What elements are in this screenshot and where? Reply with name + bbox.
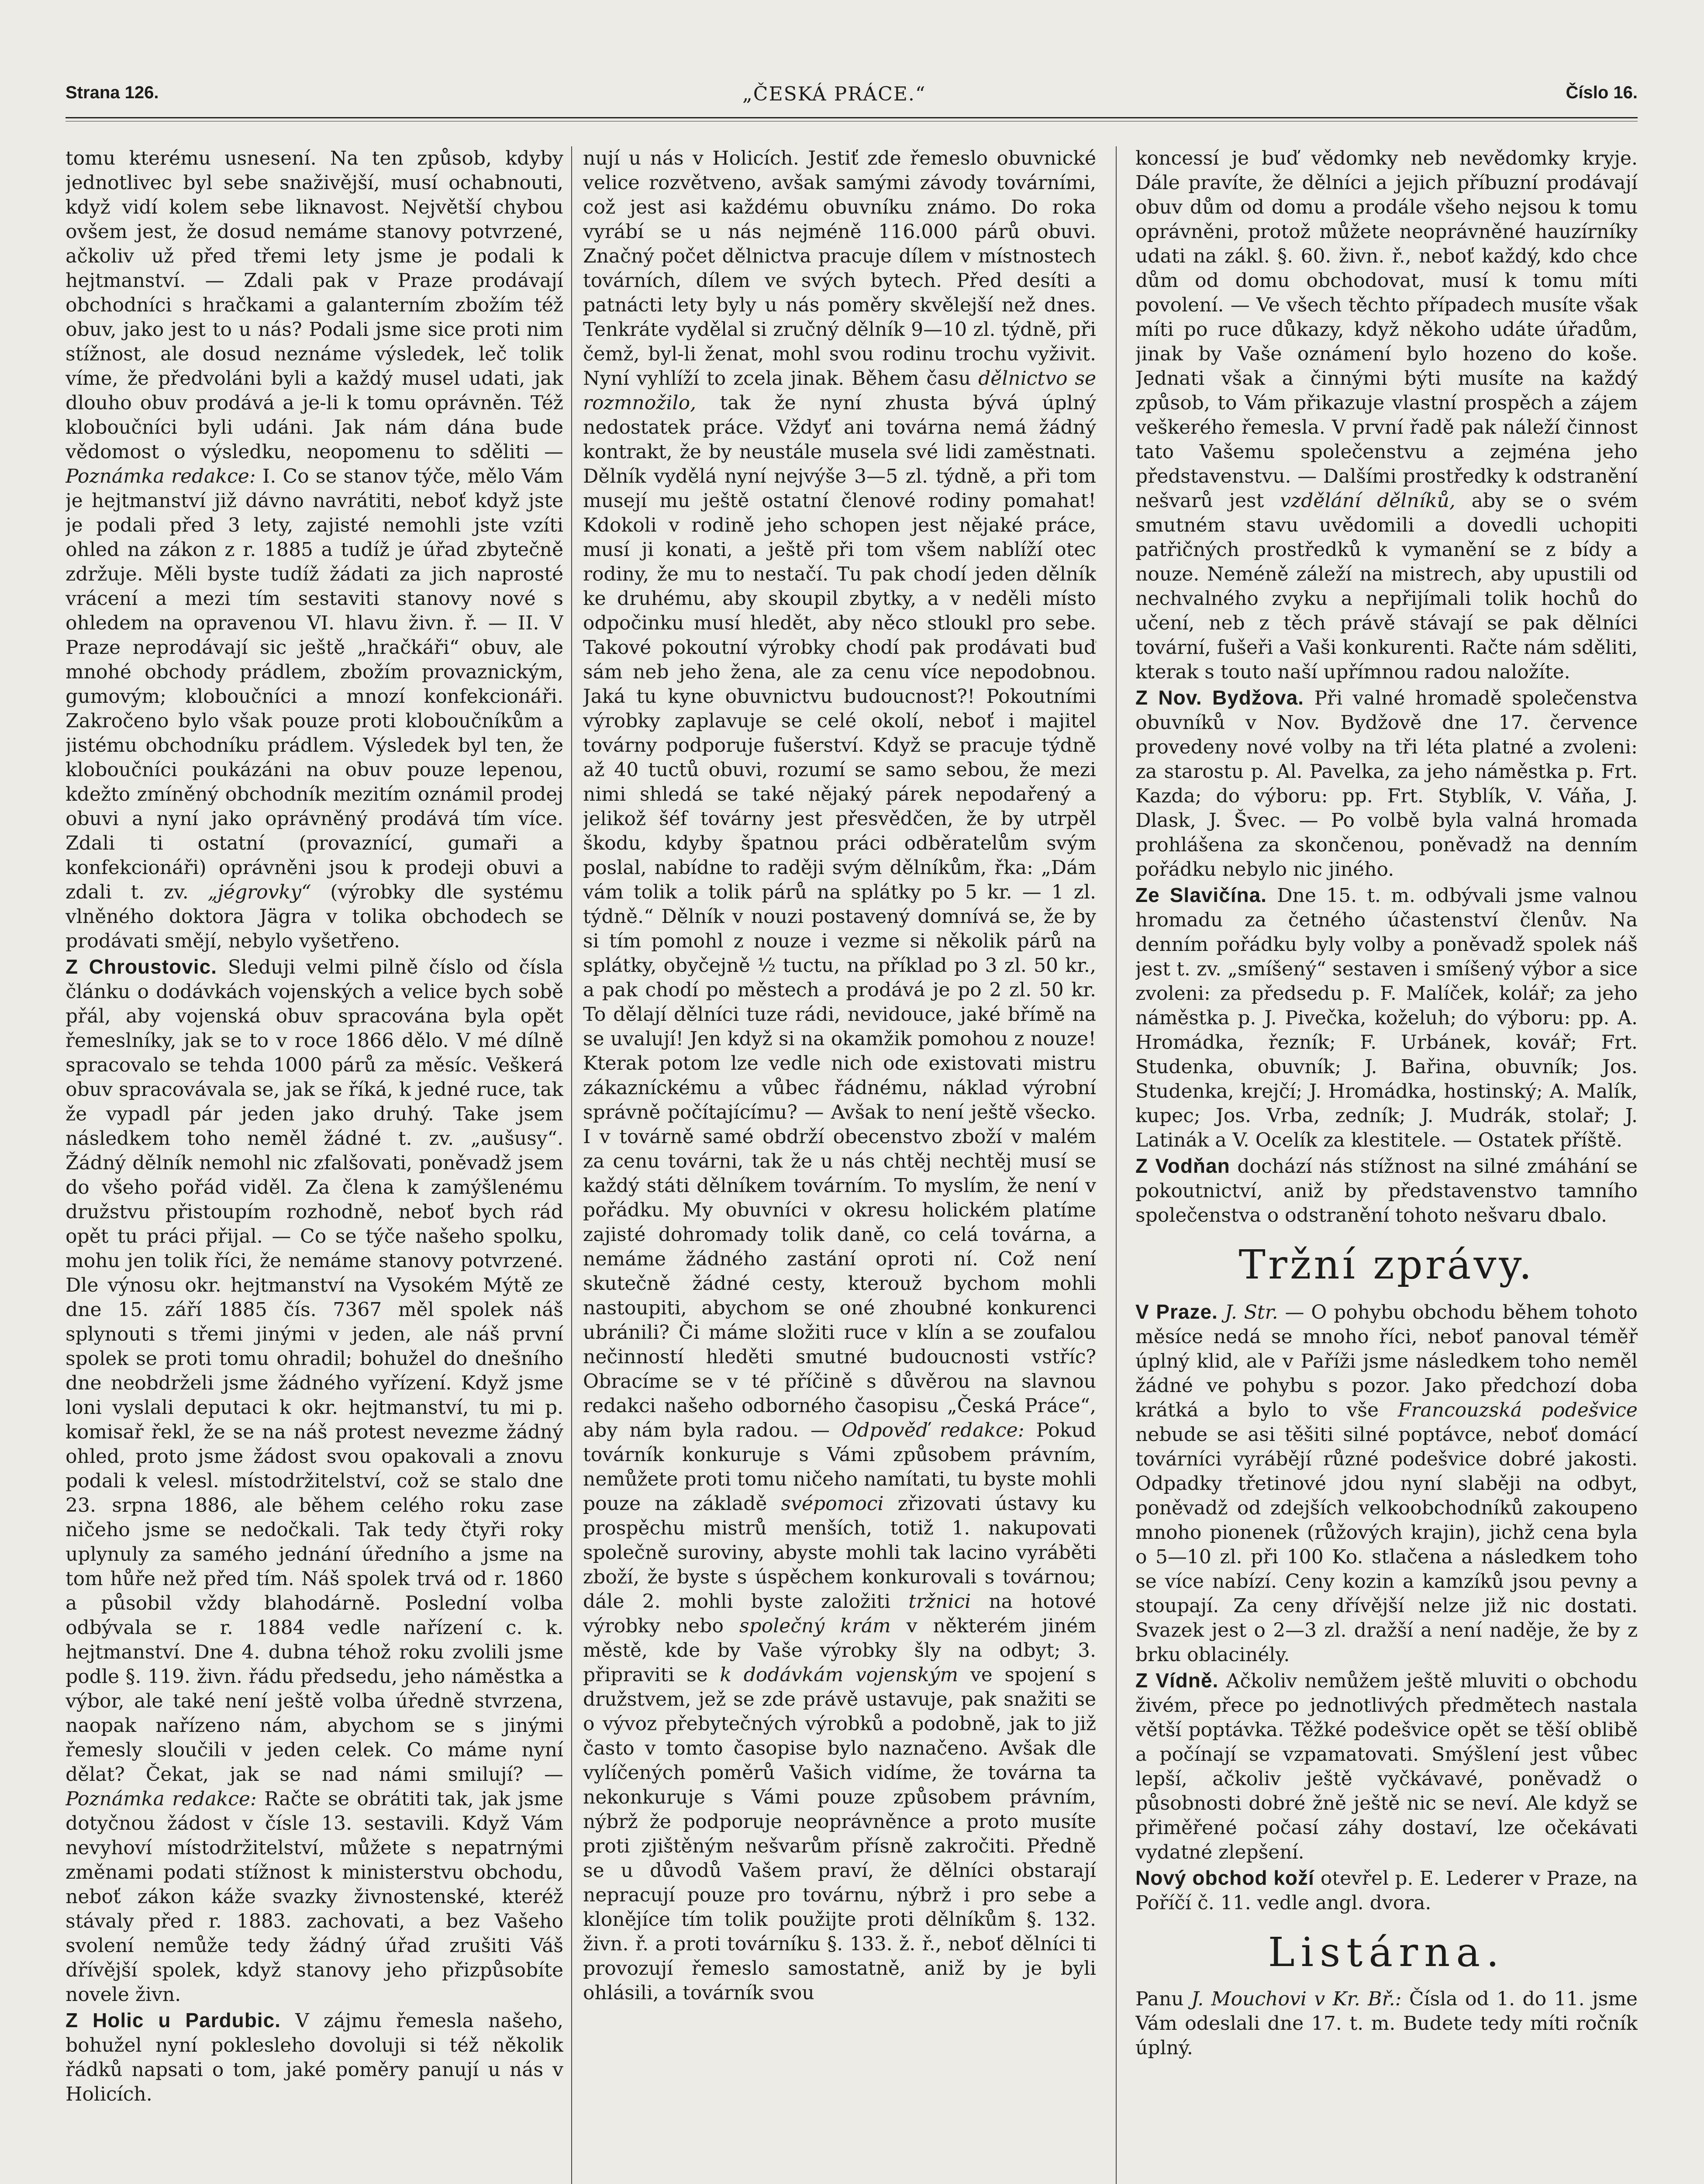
article-paragraph: nují u nás v Holicích. Jestiť zde řemeslo obuvnické velice rozvětveno, avšak samými závody továrními, což jest asi každému obuvníku známo. Do roka vyrábí se u nás nejméně 116.000 párů obuvi. Značný počet dělnictva pracuje dílem v místnostech továrních, dílem ve svých bytech. Před desíti a patnácti lety byly u nás poměry skvělejší než dnes. Tenkráte vydělal si zručný dělník 9—10 zl. týdně, při čemž, byl-li ženat, mohl svou rodinu trochu vyživit. Nyní vyhlíží to zcela jinak. Během času dělnictvo se rozmnožilo, tak že nyní zhusta bývá úplný nedostatek práce. Vždyť ani továrna nemá žádný kontrakt, že by neustále musela své lidi zaměstnati. Dělník vydělá nyní nejvýše 3—5 zl. týdně, a při tom musejí mu ještě ostatní členové rodiny pomahat! Kdokoli v rodině jeho schopen jest nějaké práce, musí ji konati, a ještě při tom všem nablíží otec rodiny, že mu to nestačí. Tu pak chodí jeden dělník ke druhému, aby skoupil zbytky, a v neděli místo odpočinku musí hledět, aby něco stloukl pro sebe. Takové pokoutní výrobky chodí pak prodávati buď sám neb jeho žena, ale za cenu více nepodobnou. Jaká tu kyne obuvnictvu budoucnost?! Pokoutními výrobky zaplavuje se celé okolí, neboť i majitel továrny podporuje fušerství. Když se pracuje týdně až 40 tuctů obuvi, rozumí se samo sebou, že mezi nimi shledá se také nějaký párek nepodařený a jelikož šéf továrny jest přesvědčen, že by utrpěl škodu, kdyby špatnou práci odběratelům svým poslal, nabídne to raději svým dělníkům, řka: „Dám vám tolik a tolik párů na splátky po 5 kr. — 1 zl. týdně.“ Dělník v nouzi postavený domnívá se, že by si tím pomohl z nouze i vezme si několik párů na splátky, obyčejně ½ tuctu, na příklad po 3 zl. 50 kr., a pak chodí po městech a prodává je po 2 zl. 50 kr. To dělají dělníci tuze rádi, nevidouce, jaké břímě na se uvalují! Jen když si na okamžik pomohou z nouze! Kterak potom lze vedle nich ode existovati mistru zákazníckému a vůbec řádnému, náklad výrobní správně počítajícímu? — Avšak to není ještě všecko. I v továrně samé obdrží obecenstvo zboží v malém za cenu továrni, tak že u nás chtěj nechtěj musí se každý státi dělníkem továrním. To myslím, že není v pořádku. My obuvníci v okresu holickém platíme zajisté dohromady tolik daně, co celá továrna, a nemáme žádného zastání oproti ní. Což není skutečně žádné cesty, kterouž bychom mohli nastoupiti, abychom se oné zhoubné konkurenci ubránili? Či máme složiti ruce v klín a se zoufalou nečinností hleděti smutné budoucnosti vstříc? Obracíme se v té příčině s důvěrou na slavnou redakci našeho odborného časopisu „Česká Práce“, aby nám byla radou. — Odpověď redakce: Pokud továrník konkuruje s Vámi způsobem právním, nemůžete proti tomu ničeho namítati, tu byste mohli pouze na základě svépomoci zřizovati ústavy ku prospěchu mistrů menších, totiž 1. nakupovati společně suroviny, abyste mohli tak lacino vyráběti zboží, že byste s úspěchem konkurovali s továrnou; dále 2. mohli byste založiti tržnici na hotové výrobky nebo společný krám v některém jiném městě, kde by Vaše výrobky šly na odbyt; 3. připraviti se k dodávkám vojenským ve spojení s družstvem, jež se zde právě ustavuje, pak snažiti se o vývoz přebytečných výrobků a podobně, jak to již často v tomto časopise bylo naznačeno. Avšak dle vylíčených poměrů Vašich vidíme, že továrna ta nekonkuruje s Vámi pouze způsobem právním, nýbrž že podporuje neoprávněnce a proto musíte proti zjištěným nešvarům přísně zakročiti. Předně se u důvodů Vašem praví, že dělníci obstarají nepracují pouze pro továrnu, nýbrž i pro sebe a klonějíce tím tolik použijte proti dělníkům §. 132. živn. ř. a proti továrníku §. 133. ž. ř., neboť dělníci ti provozují řemeslo samostatně, aniž by je byli ohlásili, a továrník svou — [583, 147, 1096, 2004]
article-heading: V Praze. — [1135, 1300, 1218, 1323]
header-rule — [66, 117, 1638, 118]
section-title-market: Tržní zprávy. — [1238, 1241, 1535, 1288]
editor-note-label: Poznámka redakce: — [66, 465, 256, 487]
article-paragraph: V Praze. J. Str. — O pohybu obchodu během tohoto měsíce nedá se mnoho říci, neboť panoval téměř úplný klid, ale v Paříži jsme následkem toho neměl žádné ve pohybu s pozor. Jako předchozí doba krátká a bylo to vše Francouzská podešvice nebude se asi těšiti silné poptávce, neboť domácí továrníci vyrábějí různé podešvice dobré jakosti. Odpadky třetinové jdou nyní slaběji na odbyt, poněvadž od zdejších velkoobchodníků zakoupeno mnoho pionenek (růžových krajin), jichž cena byla o 5—10 zl. při 100 Ko. stlačena a následkem toho se více nabízí. Ceny kozin a kamzíků jsou pevny a stoupají. Za ceny dřívější nelze již nic dostati. Svazek jest o 2—3 zl. dražší a není naděje, že by z brku oblacinély. — [1135, 1300, 1638, 1666]
article-paragraph: Z Nov. Bydžova. Při valné hromadě společenstva obuvníků v Nov. Bydžově dne 17. července provedeny nové volby na tři léta platné a zvoleni: za starostu p. Al. Pavelka, za jeho náměstka p. Frt. Kazda; do výboru: pp. Frt. Styblík, V. Váňa, J. Dlask, J. Švec. — Po volbě byla valná hromada prohlášena za skončenou, poněvadž na denním pořádku nebylo nic jiného. — [1135, 686, 1638, 881]
article-paragraph: Z Vodňan dochází nás stížnost na silné zmáhání se pokoutnictví, aniž by představenstvo tamního společenstva o odstranění tohoto nešvaru dbalo. — [1135, 1154, 1638, 1227]
section-title-letters: Listárna. — [1268, 1929, 1505, 1976]
author-signature: J. Str. — [1225, 1301, 1278, 1324]
article-heading: Z Chroustovic. — [66, 955, 217, 978]
article-heading: Z Vodňan — [1135, 1154, 1230, 1177]
article-heading: Z Holic u Pardubic. — [66, 2009, 281, 2032]
page-header — [66, 83, 1638, 118]
article-paragraph: Panu J. Mouchovi v Kr. Bř.: Čísla od 1. do 11. jsme Vám odeslali dne 17. t. m. Budete tedy míti ročník úplný. — [1135, 1988, 1638, 2059]
article-paragraph: Z Holic u Pardubic. V zájmu řemesla našeho, bohužel nyní poklesleho dovoluji si též několik řádků napsati o tom, jaké poměry panují u nás v Holicích. — [66, 2009, 563, 2105]
article-heading: Z Vídně. — [1135, 1669, 1219, 1692]
column-2 — [583, 146, 1096, 2184]
article-heading: Nový obchod koží — [1135, 1866, 1314, 1889]
page-number: Strana 126. — [66, 83, 159, 102]
article-paragraph: tomu kterému usnesení. Na ten způsob, kdyby jednotlivec byl sebe snaživější, musí ochabnouti, když vidí kolem sebe liknavost. Největší chybou ovšem jest, že dosud nemáme stanovy potvrzené, ačkoliv už před třemi lety jsme je podali k hejtmanství. — Zdali pak v Praze prodávají obchodníci s hračkami a galanterním zbožím též obuv, jako jest to u nás? Podali jsme sice proti nim stížnost, ale dosud neznáme výsledek, leč tolik víme, že předvoláni byli a každý musel udati, jak dlouho obuv prodává a je-li k tomu oprávněn. Též kloboučníci byli udáni. Jak nám dána bude vědomost o výsledku, neopomenu to sděliti — Poznámka redakce: I. Co se stanov týče, mělo Vám je hejtmanství již dávno navrátiti, neboť když jste je podali před 3 lety, zajisté nemohli jste vzíti ohled na zákon z r. 1885 a tudíž je úřad zbytečně zdržuje. Měli byste tudíž žádati za jich naprosté vrácení a mezi tím sestaviti stanovy nové s ohledem na opravenou VI. hlavu živn. ř. — II. V Praze neprodávají sic ještě „hračkáři“ obuv, ale mnohé obchody prádlem, zbožím provaznickým, gumovým; kloboučníci a mnozí konfekcionáři. Zakročeno bylo však pouze proti kloboučníkům a jistému obchodníku prádlem. Výsledek byl ten, že kloboučníci poukázáni na obuv pouze lepenou, kdežto zmíněný obchodník mezitím oznámil prodej obuvi a nyní jako oprávněný prodává tím více. Zdali ti ostatní (provaznící, gumaři a konfekcionáři) oprávněni jsou k prodeji obuvi a zdali t. zv. „jégrovky“ (výrobky dle systému vlněného doktora Jägra v tolika obchodech se prodávati smějí, nebylo vyšetřeno. — [66, 147, 563, 952]
newspaper-title: „ČESKÁ PRÁCE.“ — [742, 83, 926, 105]
article-paragraph: Z Vídně. Ačkoliv nemůžem ještě mluviti o obchodu živém, přece po jednotlivých předmětech nastala větší poptávka. Těžké podešvice opět se těší oblibě a počínají se vzpamatovati. Smýšlení jest vůbec lepší, ačkoliv ještě vyčkávavé, poněvadž o působnosti dobré žně ještě nic se neví. Ale když se přiměřené počasí záhy dostaví, lze očekávati vydatné zlepšení. — [1135, 1669, 1638, 1863]
editor-note-label: Poznámka redakce: — [66, 1788, 257, 1810]
column-divider — [571, 146, 572, 2184]
article-paragraph: Nový obchod koží otevřel p. E. Lederer v Praze, na Poříčí č. 11. vedle angl. dvora. — [1135, 1866, 1638, 1914]
article-paragraph: Z Chroustovic. Sleduji velmi pilně číslo od čísla článku o dodávkách vojenských a velice bych sobě přál, aby vojenská obuv spracována byla opět řemeslníky, jak se to v roce 1866 dělo. V mé dílně spracovalo se tehda 1000 párů za měsíc. Veškerá obuv spracovávala se, jak se říká, k jedné ruce, tak že vypadl pár jeden jako druhý. Take jsem následkem toho neměl žádné t. zv. „aušusy“. Žádný dělník nemohl nic zfalšovati, poněvadž jsem do všeho pořád viděl. Za člena k zamýšlenému družstvu přistoupím rozhodně, neboť bych rád opět tu práci přijal. — Co se týče našeho spolku, mohu jen tolik říci, že nemáme stanovy potvrzené. Dle výnosu okr. hejtmanství na Vysokém Mýtě ze dne 15. září 1885 čís. 7367 měl spolek náš splynouti s třemi jinými v jeden, ale náš první spolek se proti tomu ohradil; bohužel do dnešního dne neobdrželi jsme žádného vyřízení. Když jsme loni vyslali deputaci k okr. hejtmanství, tu mi p. komisař řekl, že se na náš protest nevezme žádný ohled, proto jsme žádost svou opakovali a znovu podali k velesl. místodržitelství, což se stalo dne 23. srpna 1886, ale během celého roku zase ničeho jsme se nedočkali. Tak tedy čtyři roky uplynuly za samého jednání úředního a jsme na tom hůře než před tím. Náš spolek trvá od r. 1860 a působil vždy blahodárně. Poslední volba odbývala se r. 1884 vedle nařízení c. k. hejtmanství. Dne 4. dubna téhož roku zvolili jsme podle §. 119. živn. řádu předsedu, jeho náměstka a výbor, ale také není ještě volba úředně stvrzena, naopak nařízeno nám, abychom se s jinými řemesly sloučili v jeden celek. Co máme nyní dělat? Čekat, jak se nad námi smilují? — Poznámka redakce: Račte se obrátiti tak, jak jsme dotyčnou žádost v čísle 13. sestavili. Když Vám nevyhoví místodržitelství, můžete s nepatrnými změnami podati stížnost k ministerstvu obchodu, neboť zákon káže svazky živnostenské, kteréž stávaly před r. 1883. zachovati, a bez Vašeho svolení nemůže tedy žádný úřad zrušiti Váš dřívější spolek, když stanovy jeho přizpůsobíte novele živn. — [66, 955, 563, 2006]
article-paragraph: Ze Slavičína. Dne 15. t. m. odbývali jsme valnou hromadu za četného účastenství členův. Na denním pořádku byly volby a poněvadž spolek náš jest t. zv. „smíšený“ sestaven i smíšený výbor a sice zvoleni: za předsedu p. F. Malíček, kolář; za jeho náměstka p. J. Pivečka, koželuh; do výboru: pp. A. Hromádka, řezník; F. Urbánek, kovář; Frt. Studenka, obuvník; J. Bařina, obuvník; Jos. Studenka, krejčí; J. Hromádka, hostinský; A. Malík, kupec; Jos. Vrba, zedník; J. Mudrák, stolař; J. Latinák a V. Ocelík za klestitele. — Ostatek příště. — [1135, 884, 1638, 1151]
issue-number: Číslo 16. — [1566, 83, 1638, 102]
column-3 — [1135, 146, 1638, 2184]
article-heading: Ze Slavičína. — [1135, 884, 1267, 906]
article-paragraph: koncessí je buď vědomky neb nevědomky kryje. Dále pravíte, že dělníci a jejich příbuzní prodávají obuv dům od domu a prodále všeho nejsou k tomu oprávněni, protož můžete neoprávněné hauzírníky udati na zákl. §. 60. živn. ř., neboť každý, kdo chce dům od domu obchodovat, musí k tomu míti povolení. — Ve všech těchto případech musíte však míti po ruce důkazy, když někoho udáte úřadům, jinak by Vaše oznámení bylo hozeno do koše. Jednati však a činnými býti musíte na každý způsob, to Vám přikazuje vlastní prospěch a zájem veškerého řemesla. V první řadě pak náleží činnost tato Vašemu společenstvu a zejména jeho představenstvu. — Dalšími prostředky k odstranění nešvarů jest vzdělání dělníků, aby se o svém smutném stavu uvědomili a dovedli uchopiti patřičných prostředků k vymanění se z bídy a nouze. Neméně záleží na mistrech, aby upustili od nechvalného zvyku a nepřijímali tolik hochů do učení, neb z těch právě stávají se pak dělníci tovární, fušeři a Vaši konkurenti. Račte nám sděliti, kterak s touto naší upřímnou radou naložíte. — [1135, 147, 1638, 683]
column-1 — [66, 146, 563, 2184]
editor-note-label: Odpověď redakce: — [841, 1419, 1024, 1441]
article-heading: Z Nov. Bydžova. — [1135, 686, 1304, 709]
column-divider — [1116, 146, 1117, 2184]
